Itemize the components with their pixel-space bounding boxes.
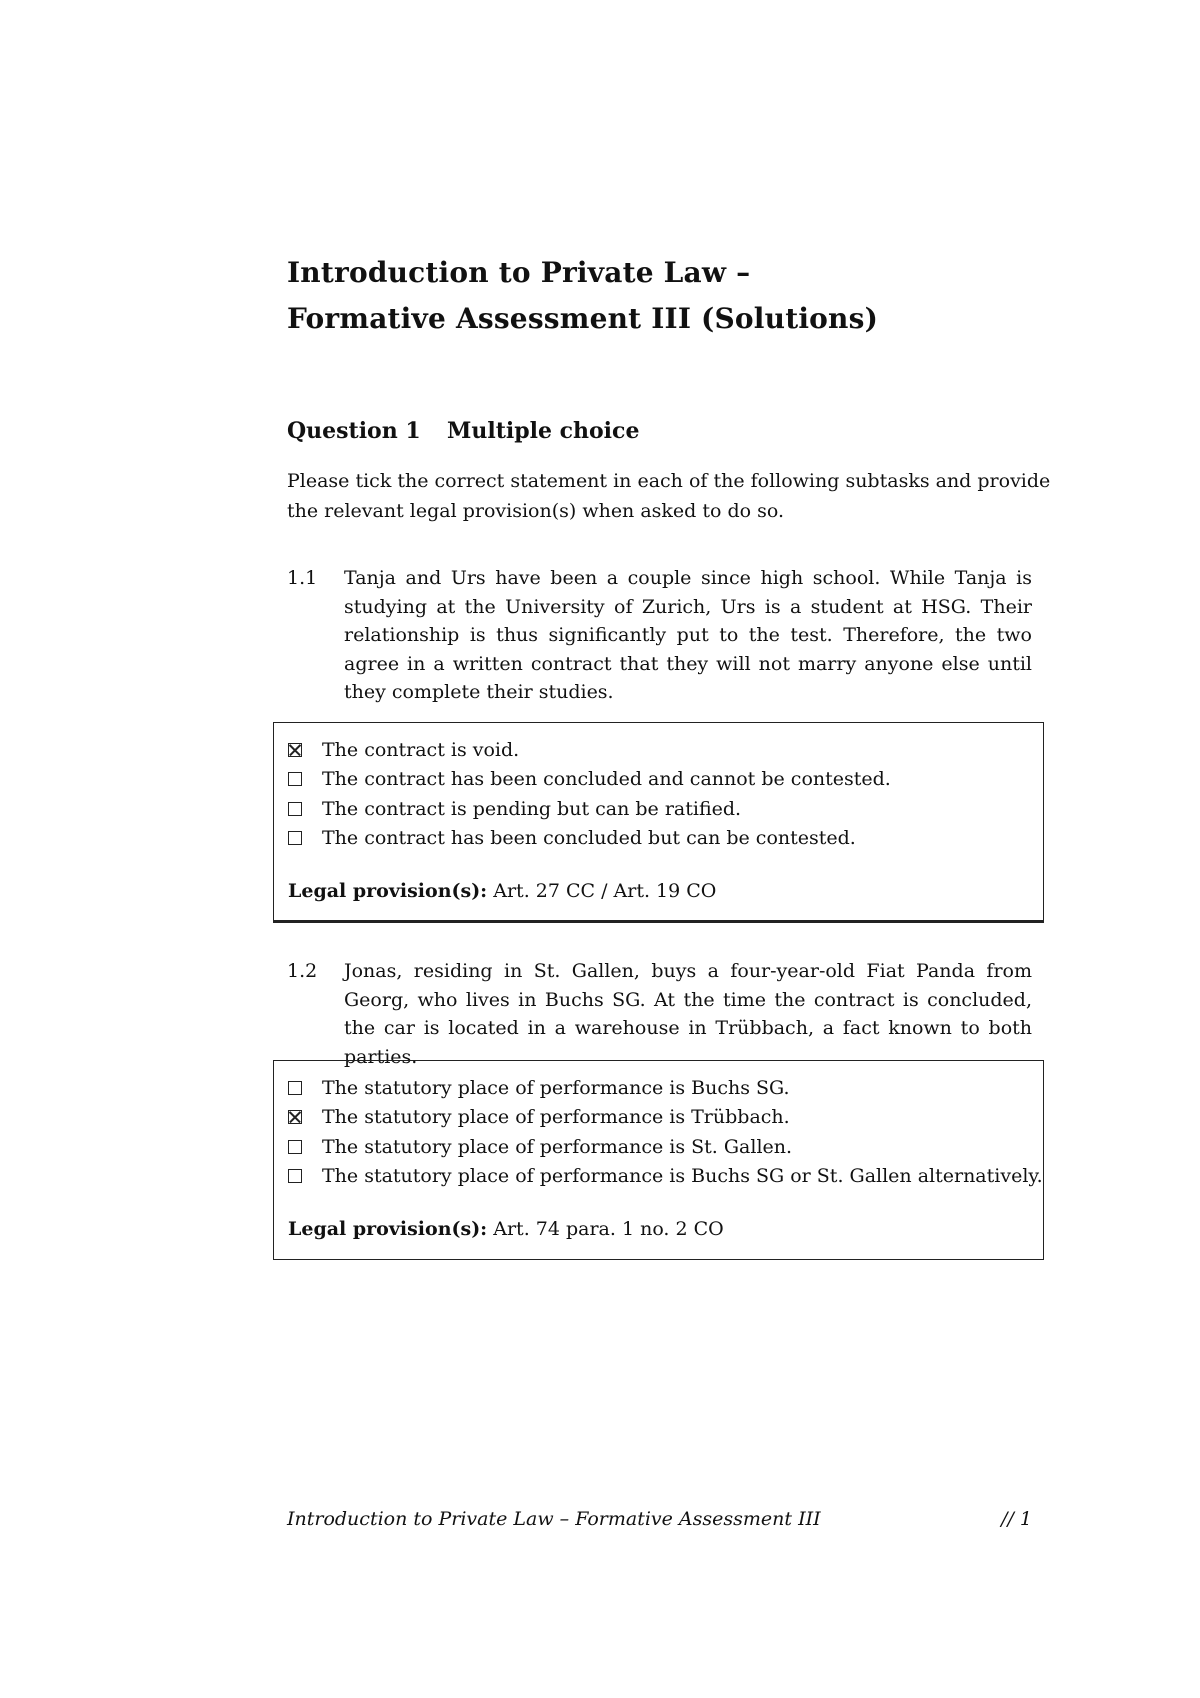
option-label: The statutory place of performance is Trübbach. <box>322 1106 790 1129</box>
subtask-text: Jonas, residing in St. Gallen, buys a four-year-old Fiat Panda from Georg, who lives in Buchs SG. At the time the contract is concluded, the car is located in a warehouse in Trübbach, a fact known to both parties. <box>344 960 1032 1068</box>
option-row[interactable] <box>288 765 1043 795</box>
title-line-2: Formative Assessment III (Solutions) <box>287 302 879 335</box>
checkbox-icon[interactable] <box>288 831 302 845</box>
legal-provision-value: Art. 27 CC / Art. 19 CO <box>493 880 717 902</box>
option-row[interactable] <box>288 1162 1043 1192</box>
option-label: The statutory place of performance is St. Gallen. <box>322 1135 793 1158</box>
checkbox-icon[interactable] <box>288 1169 302 1183</box>
answer-box-1-1 <box>273 722 1044 923</box>
option-label: The contract has been concluded but can be contested. <box>322 827 856 850</box>
subtask-number: 1.1 <box>287 567 318 589</box>
option-label: The contract is pending but can be ratified. <box>322 797 742 820</box>
option-label: The contract has been concluded and cannot be contested. <box>322 768 891 791</box>
document-title <box>287 250 1087 342</box>
page-number: // 1 <box>1001 1508 1032 1530</box>
question-number: Question 1 <box>287 418 421 444</box>
question-instructions <box>287 466 1051 526</box>
instructions-line-1: Please tick the correct statement in each of the following subtasks and provide <box>287 470 1051 492</box>
title-line-1: Introduction to Private Law – <box>287 256 751 289</box>
option-label: The contract is void. <box>322 738 520 761</box>
instructions-line-2: the relevant legal provision(s) when asked to do so. <box>287 500 785 522</box>
legal-provision <box>288 880 1043 910</box>
subtask-1-2 <box>287 957 1032 1071</box>
option-row[interactable] <box>288 824 1043 854</box>
subtask-number: 1.2 <box>287 960 318 982</box>
question-title: Multiple choice <box>447 418 640 444</box>
option-label: The statutory place of performance is Buchs SG or St. Gallen alternatively. <box>322 1165 1043 1188</box>
option-row[interactable] <box>288 735 1043 765</box>
legal-provision-label: Legal provision(s): <box>288 880 488 902</box>
checkbox-icon[interactable] <box>288 802 302 816</box>
checkbox-icon[interactable] <box>288 772 302 786</box>
answer-box-1-2 <box>273 1060 1044 1260</box>
checkbox-icon[interactable] <box>288 1081 302 1095</box>
option-row[interactable] <box>288 1073 1043 1103</box>
checkbox-checked-icon[interactable] <box>288 1110 302 1124</box>
question-heading <box>287 418 639 444</box>
subtask-text: Tanja and Urs have been a couple since high school. While Tanja is studying at the University of Zurich, Urs is a student at HSG. Their relationship is thus significantly put to the test. Therefore, the two agree in a written contract that they will not marry anyone else until they complete their studies. <box>344 567 1032 703</box>
option-row[interactable] <box>288 794 1043 824</box>
legal-provision-label: Legal provision(s): <box>288 1218 488 1240</box>
checkbox-icon[interactable] <box>288 1140 302 1154</box>
legal-provision-value: Art. 74 para. 1 no. 2 CO <box>493 1218 724 1240</box>
footer-title: Introduction to Private Law – Formative Assessment III <box>287 1508 821 1530</box>
option-label: The statutory place of performance is Buchs SG. <box>322 1076 790 1099</box>
option-row[interactable] <box>288 1103 1043 1133</box>
legal-provision <box>288 1218 1043 1248</box>
subtask-1-1 <box>287 564 1032 707</box>
page-footer <box>287 1508 1032 1530</box>
checkbox-checked-icon[interactable] <box>288 743 302 757</box>
option-row[interactable] <box>288 1132 1043 1162</box>
